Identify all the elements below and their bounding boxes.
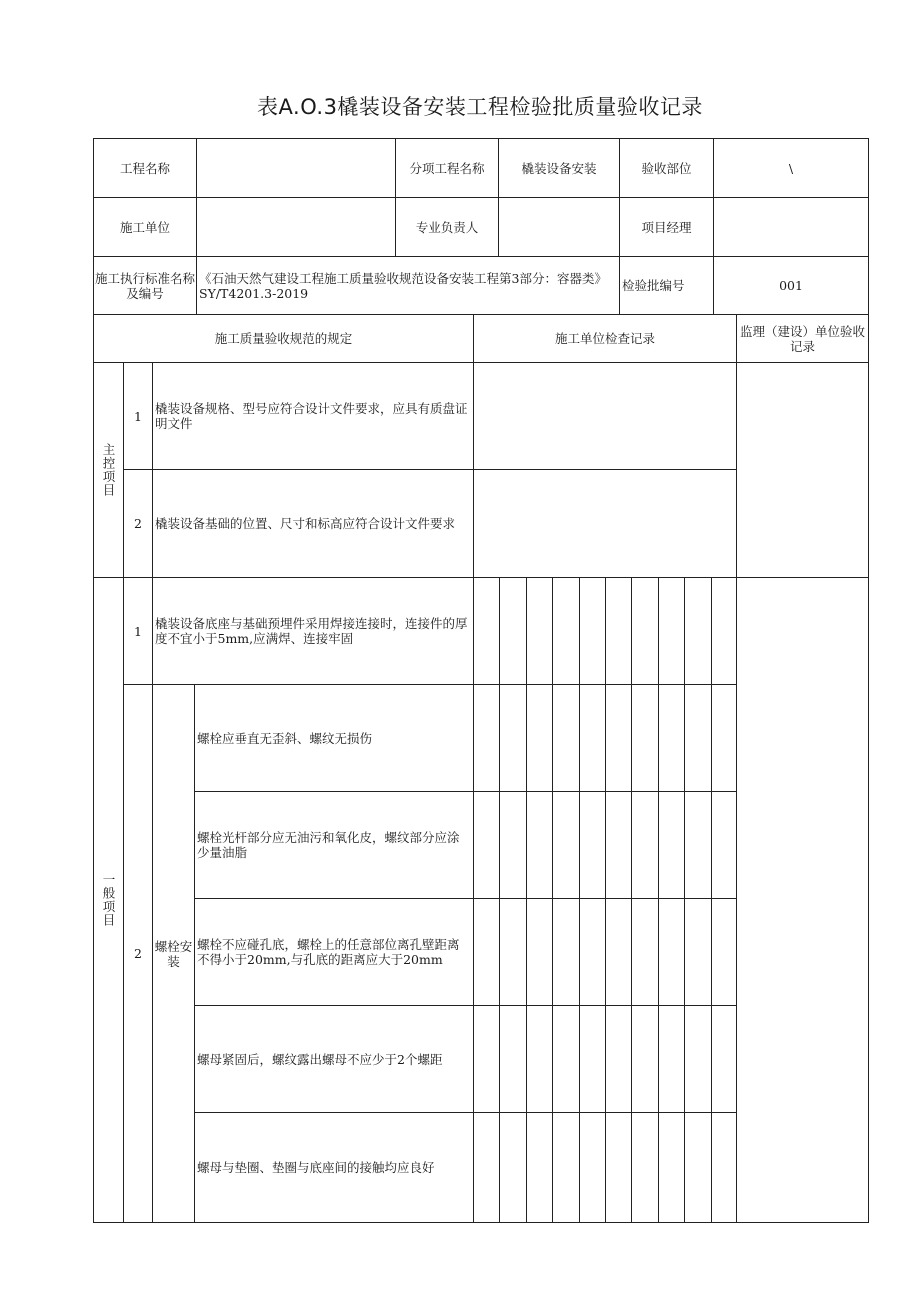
bolt-subitem-5: 螺母与垫圈、垫圈与底座间的接触均应良好	[194, 1112, 474, 1223]
record-cell[interactable]	[473, 1005, 500, 1113]
record-cell[interactable]	[499, 577, 527, 685]
project-name-value[interactable]	[196, 138, 396, 198]
supervision-column-header: 监理（建设）单位验收记录	[736, 314, 869, 363]
record-cell[interactable]	[658, 577, 685, 685]
record-cell[interactable]	[684, 684, 712, 792]
record-cell[interactable]	[631, 577, 659, 685]
record-cell[interactable]	[552, 577, 580, 685]
construction-unit-value[interactable]	[196, 197, 396, 257]
spec-column-header: 施工质量验收规范的规定	[93, 314, 474, 363]
record-cell[interactable]	[658, 1112, 685, 1223]
acceptance-part-label: 验收部位	[619, 138, 714, 198]
record-cell[interactable]	[605, 1112, 632, 1223]
bolt-subitem-3: 螺栓不应碰孔底，螺栓上的任意部位离孔壁距离不得小于20mm,与孔底的距离应大于20mm	[194, 898, 474, 1006]
record-cell[interactable]	[605, 577, 632, 685]
record-cell[interactable]	[552, 1005, 580, 1113]
record-cell[interactable]	[684, 1005, 712, 1113]
batch-no-value[interactable]: 001	[713, 256, 869, 315]
sub-project-label: 分项工程名称	[395, 138, 499, 198]
main-item-2-no: 2	[123, 469, 153, 578]
record-cell[interactable]	[552, 1112, 580, 1223]
general-label: 一般项目	[93, 577, 124, 1223]
general-item-2-no: 2	[123, 684, 153, 1223]
bolt-subitem-1: 螺栓应垂直无歪斜、螺纹无损伤	[194, 684, 474, 792]
record-cell[interactable]	[711, 684, 737, 792]
project-manager-label: 项目经理	[619, 197, 714, 257]
record-cell[interactable]	[499, 1112, 527, 1223]
record-cell[interactable]	[711, 577, 737, 685]
batch-no-label: 检验批编号	[619, 256, 714, 315]
record-cell[interactable]	[473, 898, 500, 1006]
record-cell[interactable]	[579, 898, 606, 1006]
record-cell[interactable]	[579, 577, 606, 685]
construction-unit-label: 施工单位	[93, 197, 197, 257]
record-cell[interactable]	[605, 898, 632, 1006]
record-cell[interactable]	[552, 684, 580, 792]
record-cell[interactable]	[526, 898, 553, 1006]
main-item-1-record[interactable]	[473, 362, 737, 470]
record-cell[interactable]	[631, 898, 659, 1006]
record-cell[interactable]	[684, 898, 712, 1006]
sub-project-value[interactable]: 橇装设备安装	[498, 138, 620, 198]
record-cell[interactable]	[552, 791, 580, 899]
record-cell[interactable]	[631, 791, 659, 899]
record-cell[interactable]	[579, 1112, 606, 1223]
record-cell[interactable]	[473, 791, 500, 899]
record-cell[interactable]	[552, 898, 580, 1006]
record-cell[interactable]	[499, 791, 527, 899]
record-cell[interactable]	[605, 791, 632, 899]
record-cell[interactable]	[605, 1005, 632, 1113]
record-cell[interactable]	[684, 1112, 712, 1223]
general-item-1-text: 橇装设备底座与基础预埋件采用焊接连接时，连接件的厚度不宜小于5mm,应满焊、连接牢固	[152, 577, 474, 685]
specialty-lead-value[interactable]	[498, 197, 620, 257]
bolt-install-group: 螺栓安装	[152, 684, 195, 1223]
record-cell[interactable]	[526, 577, 553, 685]
record-cell[interactable]	[579, 791, 606, 899]
record-cell[interactable]	[473, 1112, 500, 1223]
general-supervision[interactable]	[736, 577, 869, 1223]
record-cell[interactable]	[711, 1112, 737, 1223]
record-cell[interactable]	[631, 684, 659, 792]
main-item-2-text: 橇装设备基础的位置、尺寸和标高应符合设计文件要求	[152, 469, 474, 578]
project-name-label: 工程名称	[93, 138, 197, 198]
record-cell[interactable]	[499, 898, 527, 1006]
record-cell[interactable]	[658, 898, 685, 1006]
record-cell[interactable]	[631, 1005, 659, 1113]
record-cell[interactable]	[684, 577, 712, 685]
bolt-subitem-2: 螺栓光杆部分应无油污和氧化皮，螺纹部分应涂少量油脂	[194, 791, 474, 899]
general-item-1-no: 1	[123, 577, 153, 685]
record-cell[interactable]	[605, 684, 632, 792]
main-item-1-text: 橇装设备规格、型号应符合设计文件要求，应具有质盘证明文件	[152, 362, 474, 470]
record-cell[interactable]	[711, 1005, 737, 1113]
record-cell[interactable]	[579, 684, 606, 792]
acceptance-part-value[interactable]: \	[713, 138, 869, 198]
standard-label: 施工执行标准名称及编号	[93, 256, 197, 315]
main-control-supervision[interactable]	[736, 362, 869, 578]
record-cell[interactable]	[473, 684, 500, 792]
acceptance-table	[93, 138, 869, 1223]
record-cell[interactable]	[631, 1112, 659, 1223]
record-cell[interactable]	[711, 791, 737, 899]
main-control-label: 主控项目	[93, 362, 124, 578]
record-cell[interactable]	[526, 1112, 553, 1223]
record-cell[interactable]	[526, 791, 553, 899]
project-manager-value[interactable]	[713, 197, 869, 257]
record-cell[interactable]	[526, 684, 553, 792]
record-column-header: 施工单位检查记录	[473, 314, 737, 363]
main-item-2-record[interactable]	[473, 469, 737, 578]
record-cell[interactable]	[526, 1005, 553, 1113]
record-cell[interactable]	[658, 791, 685, 899]
record-cell[interactable]	[499, 1005, 527, 1113]
specialty-lead-label: 专业负责人	[395, 197, 499, 257]
standard-value[interactable]: 《石油天然气建设工程施工质量验收规范设备安装工程第3部分：容器类》SY/T4201.3-2019	[196, 256, 620, 315]
record-cell[interactable]	[499, 684, 527, 792]
record-cell[interactable]	[473, 577, 500, 685]
record-cell[interactable]	[658, 1005, 685, 1113]
record-cell[interactable]	[658, 684, 685, 792]
page-title: 表A.O.3橇装设备安装工程检验批质量验收记录	[257, 95, 703, 119]
record-cell[interactable]	[579, 1005, 606, 1113]
record-cell[interactable]	[684, 791, 712, 899]
main-item-1-no: 1	[123, 362, 153, 470]
record-cell[interactable]	[711, 898, 737, 1006]
bolt-subitem-4: 螺母紧固后，螺纹露出螺母不应少于2个螺距	[194, 1005, 474, 1113]
